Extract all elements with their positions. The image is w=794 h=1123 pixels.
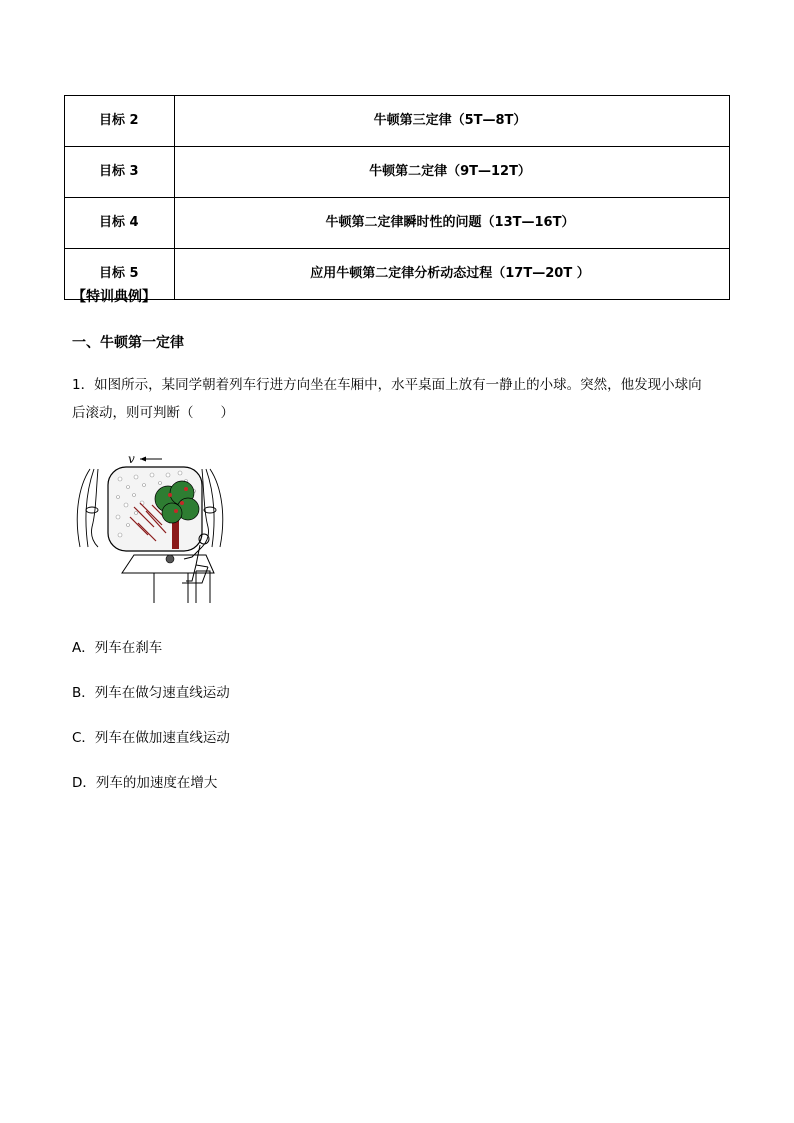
target-description: 牛顿第二定律瞬时性的问题（13T—16T）	[175, 198, 730, 249]
velocity-arrowhead	[140, 457, 146, 462]
target-description: 牛顿第三定律（5T—8T）	[175, 96, 730, 147]
option-a: A．列车在刹车	[72, 640, 163, 656]
ball	[166, 555, 174, 563]
target-description: 牛顿第二定律（9T—12T）	[175, 147, 730, 198]
target-label: 目标 2	[65, 96, 175, 147]
table-row	[65, 147, 730, 198]
target-label: 目标 4	[65, 198, 175, 249]
table-row	[65, 198, 730, 249]
train-window-figure	[70, 447, 230, 609]
left-curtain	[77, 469, 90, 547]
right-curtain	[210, 469, 223, 547]
option-c: C．列车在做加速直线运动	[72, 730, 230, 746]
option-b: B．列车在做匀速直线运动	[72, 685, 230, 701]
target-description: 应用牛顿第二定律分析动态过程（17T—20T ）	[175, 249, 730, 300]
target-label: 目标 3	[65, 147, 175, 198]
table-row	[65, 96, 730, 147]
option-d: D．列车的加速度在增大	[72, 775, 218, 791]
targets-table	[64, 95, 730, 300]
subsection-title: 一、牛顿第一定律	[72, 335, 184, 351]
velocity-label: v	[128, 452, 135, 466]
table-row	[65, 249, 730, 300]
question-line-2: 后滚动，则可判断（ ）	[72, 405, 234, 421]
target-label: 目标 5	[65, 249, 175, 300]
question-stem	[72, 371, 732, 427]
section-title: 【特训典例】	[72, 289, 156, 305]
question-line-1: 1．如图所示，某同学朝着列车行进方向坐在车厢中，水平桌面上放有一静止的小球。突然，他发现小球向	[72, 377, 702, 393]
